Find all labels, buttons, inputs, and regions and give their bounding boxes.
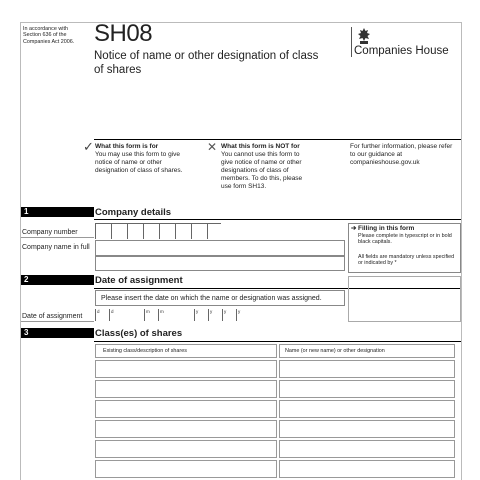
company-name-label: Company name in full [22,244,90,251]
date-digit-y1[interactable]: y [194,309,198,321]
label-underline [21,237,94,238]
form-code: SH08 [94,20,153,47]
not-for-title: What this form is NOT for [221,143,300,150]
section-3-number: 3 [21,328,94,338]
help-title: Filling in this form [358,225,415,232]
company-name-field-2[interactable] [95,256,345,271]
section-2-title: Date of assignment [95,275,183,286]
page-right-border [461,22,462,480]
col1-heading: Existing class/description of shares [103,348,187,354]
section-1-number: 1 [21,207,94,217]
brand-name: Companies House [354,45,449,57]
date-of-assignment-field[interactable] [95,309,265,322]
date-label: Date of assignment [22,313,83,320]
new-designation-input[interactable] [279,420,455,438]
existing-class-input[interactable] [95,440,277,458]
shares-table [95,344,455,480]
for-title: What this form is for [95,143,159,150]
date-digit-m1[interactable]: m [144,309,150,321]
date-label-underline [21,321,94,322]
arrow-right-icon: ➔ [351,225,357,232]
new-designation-input[interactable] [279,440,455,458]
section-3-rule [94,341,461,342]
company-name-field-1[interactable] [95,240,345,256]
info-text: For further information, please refer to our guidance at companieshouse.gov.uk [350,143,453,166]
not-for-text: You cannot use this form to give notice of name or other designations of class of members. To do this, please use form SH13. [221,151,303,190]
section-2-number: 2 [21,275,94,285]
legal-note: In accordance with Section 636 of the Companies Act 2006. [23,26,75,45]
section-1-title: Company details [95,207,172,218]
existing-class-input[interactable] [95,460,277,478]
help-text-1: Please complete in typescript or in bold black capitals. [358,233,452,246]
new-designation-input[interactable] [279,400,455,418]
new-designation-input[interactable] [279,380,455,398]
company-number-field[interactable] [95,223,221,239]
form-title: Notice of name or other designation of class of shares [94,50,319,76]
brand-divider [351,27,352,57]
date-digit-y4[interactable]: y [236,309,240,321]
help-text-2: All fields are mandatory unless specified or indicated by * [358,254,455,267]
existing-class-input[interactable] [95,360,277,378]
existing-class-input[interactable] [95,400,277,418]
date-instruction: Please insert the date on which the name or designation was assigned. [101,295,322,302]
checkmark-icon: ✓ [83,139,94,154]
existing-class-input[interactable] [95,420,277,438]
new-designation-input[interactable] [279,460,455,478]
date-digit-m2[interactable]: m [158,309,164,321]
page-top-border [20,22,462,23]
date-digit-y2[interactable]: y [208,309,212,321]
col2-heading: Name (or new name) or other designation [285,348,385,354]
section-1-rule [94,219,461,220]
cross-icon: ✕ [207,140,218,154]
intro-top-rule [94,139,461,140]
company-number-label: Company number [22,229,78,236]
page-left-border [20,22,21,480]
existing-class-input[interactable] [95,380,277,398]
date-digit-d1[interactable]: d [95,309,100,321]
date-digit-y3[interactable]: y [222,309,226,321]
section-3-title: Class(es) of shares [95,328,183,339]
new-designation-input[interactable] [279,360,455,378]
section-2-side-box [348,276,461,322]
for-text: You may use this form to give notice of name or other designation of class of shares. [95,151,183,174]
date-digit-d2[interactable]: d [109,309,114,321]
